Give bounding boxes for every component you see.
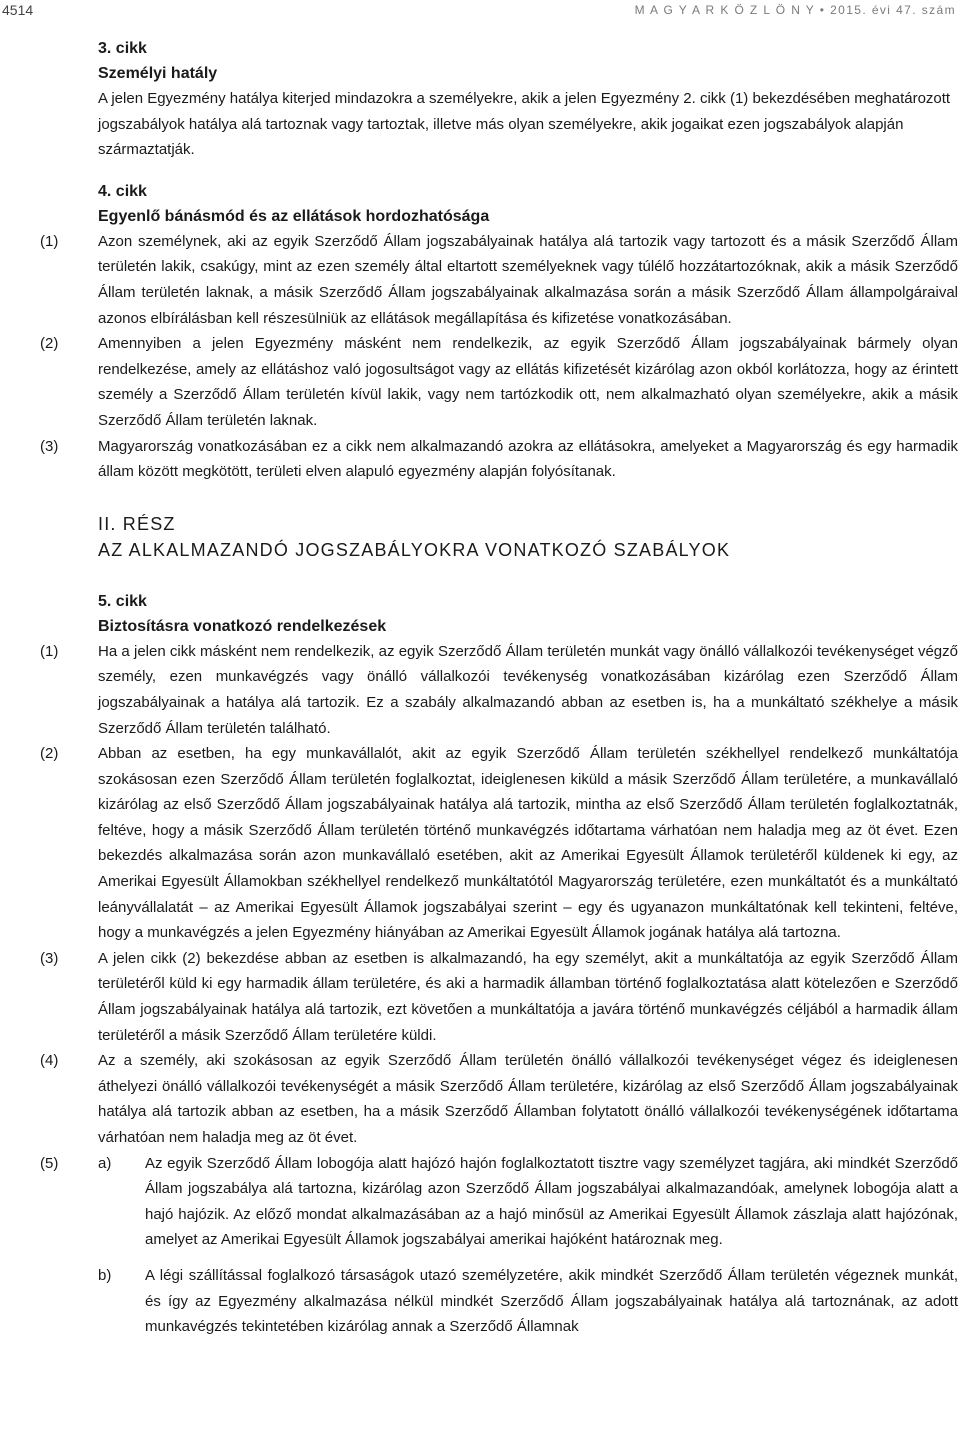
article-5-paragraph-5-item-b bbox=[0, 1263, 960, 1340]
item-text: Az egyik Szerződő Állam lobogója alatt hajózó hajón foglalkoztatott tisztre vagy személyzet tagjára, aki mindkét Szerződő Állam jogszabálya alá tartozna, kizárólag azon Szerződő Állam jogszabályai alkalmazandóak, amelynek lobogója alatt a hajó hajózik. Az előző mondat alkalmazásában az a hajó minősül az Amerikai Egyesült Államok zászlaja alatt hajózónak, amelyet az Amerikai Egyesült Államok jogszabályai amerikai hajóként határoznak meg. bbox=[145, 1154, 958, 1249]
paragraph-text: Azon személynek, aki az egyik Szerződő Állam jogszabályainak hatálya alá tartozik vagy tartozott és a másik Szerződő Állam területén lakik, csakúgy, mint az ezen személy által eltartott személyeknek vagy túlélő hozzátartozóknak, akik a másik Szerződő Állam területén laknak, a másik Szerződő Állam jogszabályainak alkalmazása során a másik Szerződő Állam állampolgáraival azonos elbírálásban kell részesülniük az ellátások megállapítása és kifizetése vonatkozásában. bbox=[98, 232, 958, 327]
paragraph-text: Magyarország vonatkozásában ez a cikk nem alkalmazandó azokra az ellátásokra, amelyeket a Magyarország és egy harmadik állam között megkötött, területi elven alapuló egyezmény alapján folyósítanak. bbox=[98, 437, 958, 481]
article-5-title: Biztosításra vonatkozó rendelkezések bbox=[98, 617, 387, 635]
part-heading bbox=[0, 511, 960, 563]
article-4-paragraph bbox=[0, 229, 960, 331]
article-4-number: 4. cikk bbox=[98, 182, 147, 200]
paragraph-text: Ha a jelen cikk másként nem rendelkezik, az egyik Szerződő Állam területén munkát vagy önálló vállalkozói tevékenységet végző személy, ezen munkavégzés vagy önálló vállalkozói tevékenység vonatkozásában kizárólag ezen Szerződő Állam jogszabályainak a hatálya alá tartozik. Ez a szabály alkalmazandó abban az esetben is, ha a munkáltató székhelye a másik Szerződő Állam területén található. bbox=[98, 642, 958, 737]
paragraph-text: Amennyiben a jelen Egyezmény másként nem rendelkezik, az egyik Szerződő Állam jogszabályainak bármely olyan rendelkezése, amely az ellátáshoz való jogosultságot vagy az ellátás kifizetését kizárólag azon okból korlátozza, hogy az érintett személy a Szerződő Állam területén kívül lakik, vagy nem tartózkodik ott, nem alkalmazható olyan személyekre, akik a másik Szerződő Állam területén laknak. bbox=[98, 335, 958, 429]
article-5-heading bbox=[0, 589, 960, 639]
paragraph-text: Abban az esetben, ha egy munkavállalót, akit az egyik Szerződő Állam területén székhellyel rendelkező munkáltatója szokásosan ezen Szerződő Állam területén foglalkoztat, ideiglenesen kiküld a másik Szerződő Állam területére, a munkavállaló kizárólag az első Szerződő Állam jogszabályainak hatálya alá tartozik, mintha az első Szerződő Állam területén foglalkoztatnák, feltéve, hogy a másik Szerződő Állam területén történő munkavégzés időtartama várhatóan nem haladja meg az öt évet. Ezen bekezdés alkalmazása során azon munkavállaló esetében, akit az Amerikai Egyesült Államok területéről küldenek ki egy, az Amerikai Egyesült Államokban székhellyel rendelkező munkáltatótól Magyarország területére, ezen munkáltatót és a munkáltató leányvállalatát – az Amerikai Egyesült Államok jogszabályai szerint – egy és ugyanazon munkáltatónak kell tekinteni, feltéve, hogy a munkavégzés a jelen Egyezmény hiányában az Amerikai Egyesült Államok jogának hatálya alá tartozna. bbox=[98, 745, 958, 942]
page-header bbox=[0, 0, 960, 22]
part-number: II. RÉSZ bbox=[98, 513, 176, 534]
article-5-paragraph-5-item-a bbox=[0, 1151, 960, 1253]
article-4-title: Egyenlő bánásmód és az ellátások hordozhatósága bbox=[98, 207, 490, 225]
paragraph-number: (2) bbox=[40, 745, 59, 763]
journal-title: M A G Y A R K Ö Z L Ö N Y • 2015. évi 47. szám bbox=[634, 3, 956, 17]
article-4-heading bbox=[0, 179, 960, 229]
document-body bbox=[0, 36, 960, 1340]
item-text: A légi szállítással foglalkozó társaságok utazó személyzetére, akik mindkét Szerződő Állam területén végeznek munkát, és így az Egyezmény alkalmazása nélkül mindkét Szerződő Állam jogszabályainak hatálya alá tartoznának, az adott munkavégzés tekintetében kizárólag annak a Szerződő Államnak bbox=[145, 1266, 958, 1336]
article-5-paragraph bbox=[0, 1048, 960, 1150]
page-number: 4514 bbox=[2, 2, 34, 18]
paragraph-number: (1) bbox=[40, 642, 59, 660]
article-3 bbox=[0, 36, 960, 163]
item-label: a) bbox=[98, 1154, 112, 1172]
article-5-paragraph bbox=[0, 946, 960, 1048]
article-3-title: Személyi hatály bbox=[98, 65, 218, 82]
paragraph-number: (3) bbox=[40, 437, 59, 455]
paragraph-number: (1) bbox=[40, 232, 59, 250]
article-4-paragraph bbox=[0, 434, 960, 485]
article-3-number: 3. cikk bbox=[98, 40, 147, 57]
article-5-paragraph bbox=[0, 741, 960, 946]
paragraph-number: (2) bbox=[40, 335, 59, 353]
article-5-paragraph bbox=[0, 639, 960, 741]
paragraph-text: A jelen cikk (2) bekezdése abban az esetben is alkalmazandó, ha egy személyt, akit a munkáltatója az egyik Szerződő Állam területéről küld ki egy harmadik állam területére, és aki a harmadik államban történő foglalkoztatása alatt kötelezően e Szerződő Állam jogszabályainak hatálya alá tartozik, ezt követően a munkáltatója a javára történő munkavégzés céljából a harmadik állam területéről a másik Szerződő Állam területére küldi. bbox=[98, 949, 958, 1044]
paragraph-number: (4) bbox=[40, 1052, 59, 1070]
part-title: AZ ALKALMAZANDÓ JOGSZABÁLYOKRA VONATKOZÓ SZABÁLYOK bbox=[98, 539, 731, 560]
paragraph-number: (5) bbox=[40, 1154, 59, 1172]
article-3-text: A jelen Egyezmény hatálya kiterjed mindazokra a személyekre, akik a jelen Egyezmény 2. cikk (1) bekezdésében meghatározott jogszabályok hatálya alá tartoznak vagy tartoztak, illetve más olyan személyekre, akik jogaikat ezen jogszabályok alapján származtatják. bbox=[98, 90, 951, 159]
item-label: b) bbox=[98, 1266, 112, 1284]
article-5-number: 5. cikk bbox=[98, 592, 147, 610]
paragraph-text: Az a személy, aki szokásosan az egyik Szerződő Állam területén önálló vállalkozói tevékenységet végez és ideiglenesen áthelyezi önálló vállalkozói tevékenységét a másik Szerződő Állam területére, kizárólag az első Szerződő Állam jogszabályainak hatálya alá tartozik abban az esetben, ha a másik Szerződő Államban folytatott önálló vállalkozói tevékenységének időtartama várhatóan nem haladja meg az öt évet. bbox=[98, 1052, 958, 1146]
paragraph-number: (3) bbox=[40, 949, 59, 967]
article-4-paragraph bbox=[0, 331, 960, 433]
